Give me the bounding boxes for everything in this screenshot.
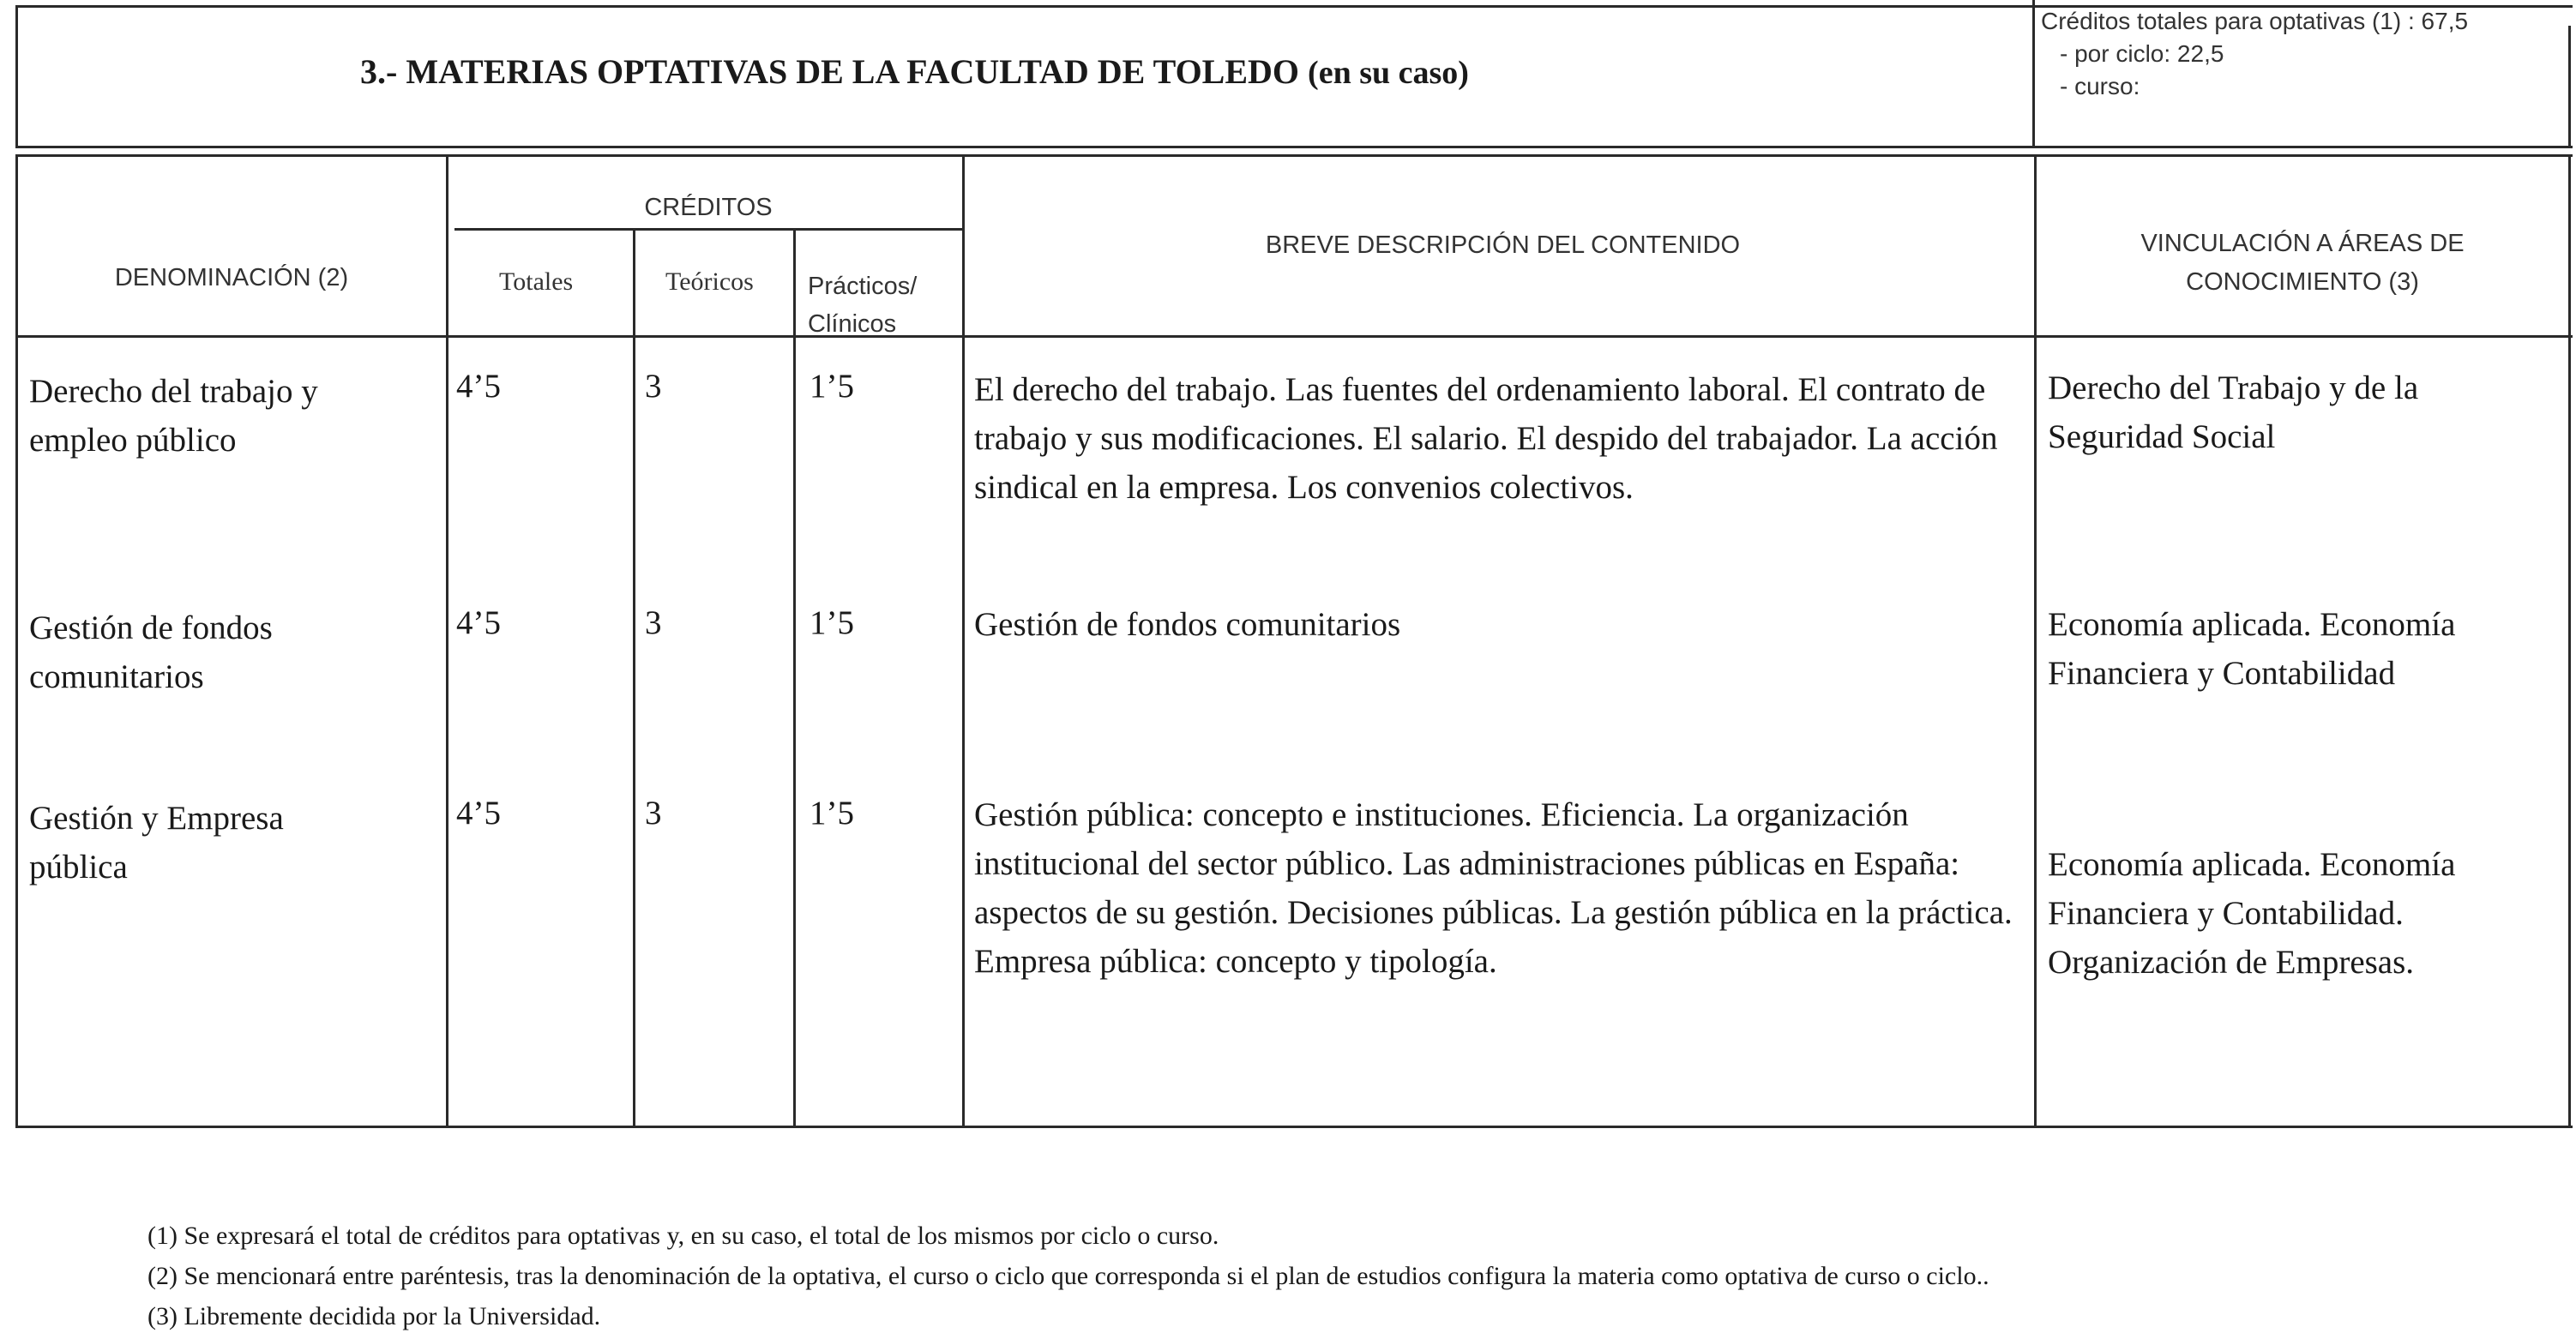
footnote-1: (1) Se expresará el total de créditos para optativas y, en su caso, el total de los mismos por ciclo o curso. [147,1222,1219,1250]
row3-teoricos: 3 [645,795,662,832]
credit-totals [2041,5,2468,103]
footnotes [147,1216,1989,1336]
header-totales: Totales [499,267,574,296]
header-practicos-line2: Clínicos [808,310,897,338]
col-divider-totales [633,228,635,1128]
credit-totals-line: Créditos totales para optativas (1) : 67,5 [2041,8,2469,34]
page-title-sub: (en su caso) [1308,55,1469,91]
title-box-divider [2032,0,2035,148]
row1-denominacion: Derecho del trabajo y empleo público [29,373,318,459]
row1-teoricos: 3 [645,368,662,405]
title-box-left-border [15,5,18,148]
title-box-right-border [2568,26,2571,148]
row1-vinculacion: Derecho del Trabajo y de la Seguridad Social [2048,369,2419,455]
page-title-main: 3.- MATERIAS OPTATIVAS DE LA FACULTAD DE TOLEDO [360,52,1300,91]
row3-denominacion: Gestión y Empresa pública [29,800,284,886]
row1-descripcion: El derecho del trabajo. Las fuentes del ordenamiento laboral. El contrato de trabajo y sus modificaciones. El salario. El despido del trabajador. La acción sindical en la empresa. Los convenios colectivos. [974,371,1998,506]
footnote-2: (2) Se mencionará entre paréntesis, tras la denominación de la optativa, el curso o ciclo que corresponda si el plan de estudios configura la materia como optativa de curso o ciclo.. [147,1262,1989,1290]
row3-practicos: 1’5 [810,795,854,832]
page-title [360,51,1469,92]
header-vinculacion-line2: CONOCIMIENTO (3) [2186,268,2419,296]
col-divider-teoricos [793,228,796,1128]
col-divider-practicos [962,154,965,1128]
header-denominacion: DENOMINACIÓN (2) [114,264,349,291]
row3-descripcion: Gestión pública: concepto e instituciones. Eficiencia. La organización institucional del sector público. Las administraciones públicas en España: aspectos de su gestión. Decisiones públicas. La gestión pública en la práctica. Empresa pública: concepto y tipología. [974,796,2013,980]
credit-per-course: - curso: [2060,73,2140,99]
row2-vinculacion: Economía aplicada. Economía Financiera y Contabilidad [2048,606,2456,692]
header-practicos-line1: Prácticos/ [808,273,918,300]
footnote-3: (3) Libremente decidida por la Universidad. [147,1302,601,1330]
header-teoricos: Teóricos [665,267,754,296]
table-bottom-border [15,1126,2573,1128]
credit-per-cycle: - por ciclo: 22,5 [2060,40,2224,67]
row3-totales: 4’5 [456,795,501,832]
title-box-bottom-border [15,146,2573,148]
header-vinculacion [2041,225,2564,302]
table-top-border [15,154,2573,157]
header-descripcion: BREVE DESCRIPCIÓN DEL CONTENIDO [1265,231,1741,259]
header-bottom-border [15,335,2573,338]
row2-totales: 4’5 [456,604,501,641]
header-creditos: CRÉDITOS [644,194,773,221]
row2-denominacion: Gestión de fondos comunitarios [29,609,273,695]
table-right-border [2568,154,2571,1128]
row2-practicos: 1’5 [810,604,854,641]
col-divider-denominacion [446,154,448,1128]
row1-practicos: 1’5 [810,368,854,405]
col-divider-descripcion [2034,154,2037,1128]
header-vinculacion-line1: VINCULACIÓN A ÁREAS DE [2140,230,2465,257]
row1-totales: 4’5 [456,368,501,405]
row2-descripcion: Gestión de fondos comunitarios [974,606,1401,643]
row3-vinculacion: Economía aplicada. Economía Financiera y Contabilidad. Organización de Empresas. [2048,846,2456,981]
creditos-header-rule [454,228,962,231]
table-left-border [15,154,18,1128]
header-practicos [808,267,917,343]
row2-teoricos: 3 [645,604,662,641]
